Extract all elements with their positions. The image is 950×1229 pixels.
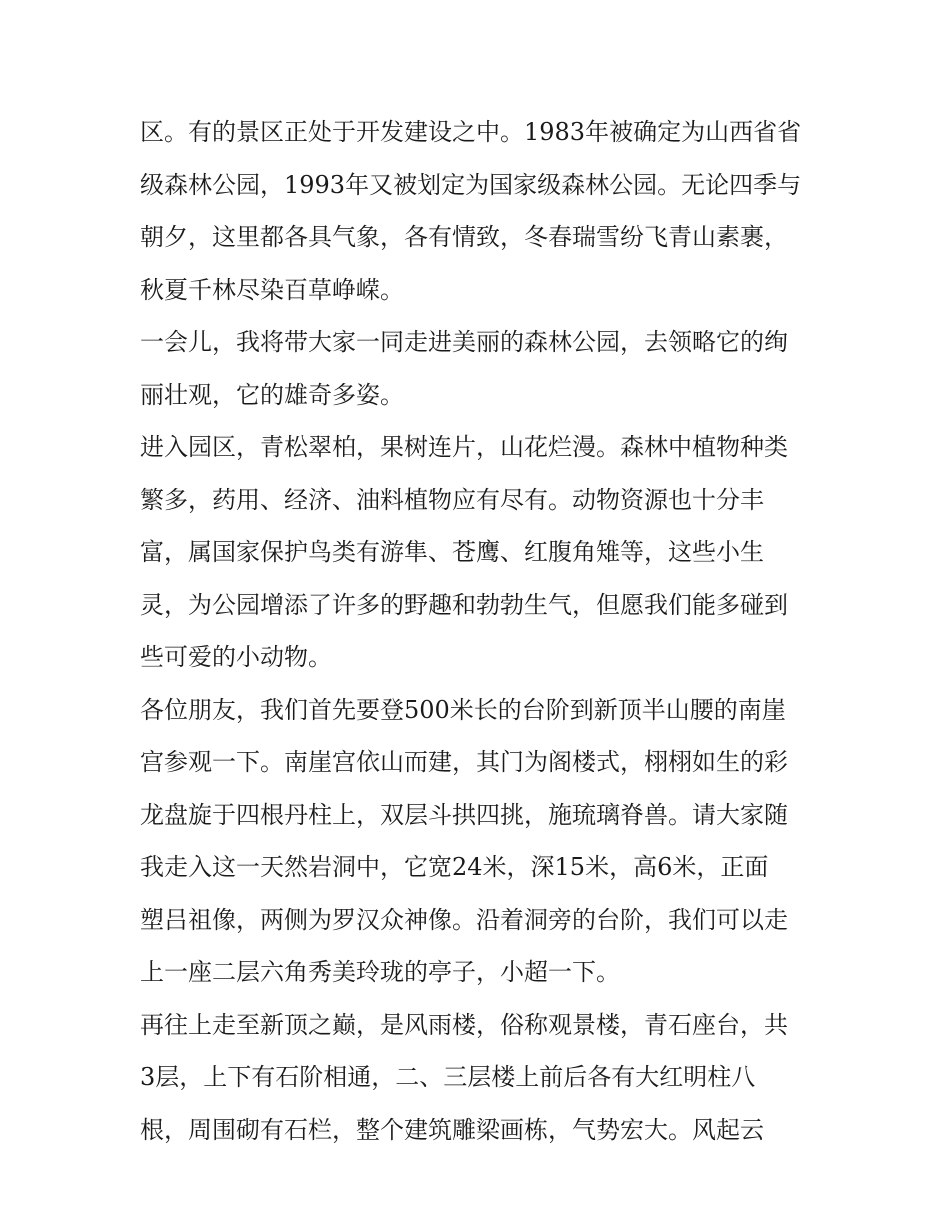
text-line: 进入园区，青松翠柏，果树连片，山花烂漫。森林中植物种类 [140,433,788,461]
text-line: 上一座二层六角秀美玲珑的亭子，小超一下。 [140,958,620,986]
text-line: 我走入这一天然岩洞中，它宽24米，深15米，高6米，正面 [140,853,769,881]
text-line: 一会儿，我将带大家一同走进美丽的森林公园，去领略它的绚 [140,328,788,356]
text-line: 塑吕祖像，两侧为罗汉众神像。沿着洞旁的台阶，我们可以走 [140,905,788,934]
text-line: 朝夕，这里都各具气象，各有情致，冬春瑞雪纷飞青山素裹， [140,223,788,251]
text-line: 宫参观一下。南崖宫依山而建，其门为阁楼式，栩栩如生的彩 [140,748,788,776]
text-line: 些可爱的小动物。 [140,643,332,671]
text-line: 级森林公园，1993年又被划定为国家级森林公园。无论四季与 [140,170,802,199]
body-text [140,110,820,1160]
text-line: 秋夏千林尽染百草峥嵘。 [140,275,404,304]
text-line: 繁多，药用、经济、油料植物应有尽有。动物资源也十分丰 [140,485,764,514]
text-line: 丽壮观，它的雄奇多姿。 [140,380,404,409]
text-line: 3层，上下有石阶相通，二、三层楼上前后各有大红明柱八 [140,1063,756,1091]
text-line: 区。有的景区正处于开发建设之中。1983年被确定为山西省省 [140,118,802,146]
text-line: 再往上走至新顶之巅，是风雨楼，俗称观景楼，青石座台，共 [140,1010,788,1039]
text-line: 灵，为公园增添了许多的野趣和勃勃生气，但愿我们能多碰到 [140,590,788,619]
text-line: 龙盘旋于四根丹柱上，双层斗拱四挑，施琉璃脊兽。请大家随 [140,800,788,829]
text-line: 各位朋友，我们首先要登500米长的台阶到新顶半山腰的南崖 [140,695,786,724]
text-line: 根，周围砌有石栏，整个建筑雕梁画栋，气势宏大。风起云 [140,1115,764,1144]
text-line: 富，属国家保护鸟类有游隼、苍鹰、红腹角雉等，这些小生 [140,538,764,566]
